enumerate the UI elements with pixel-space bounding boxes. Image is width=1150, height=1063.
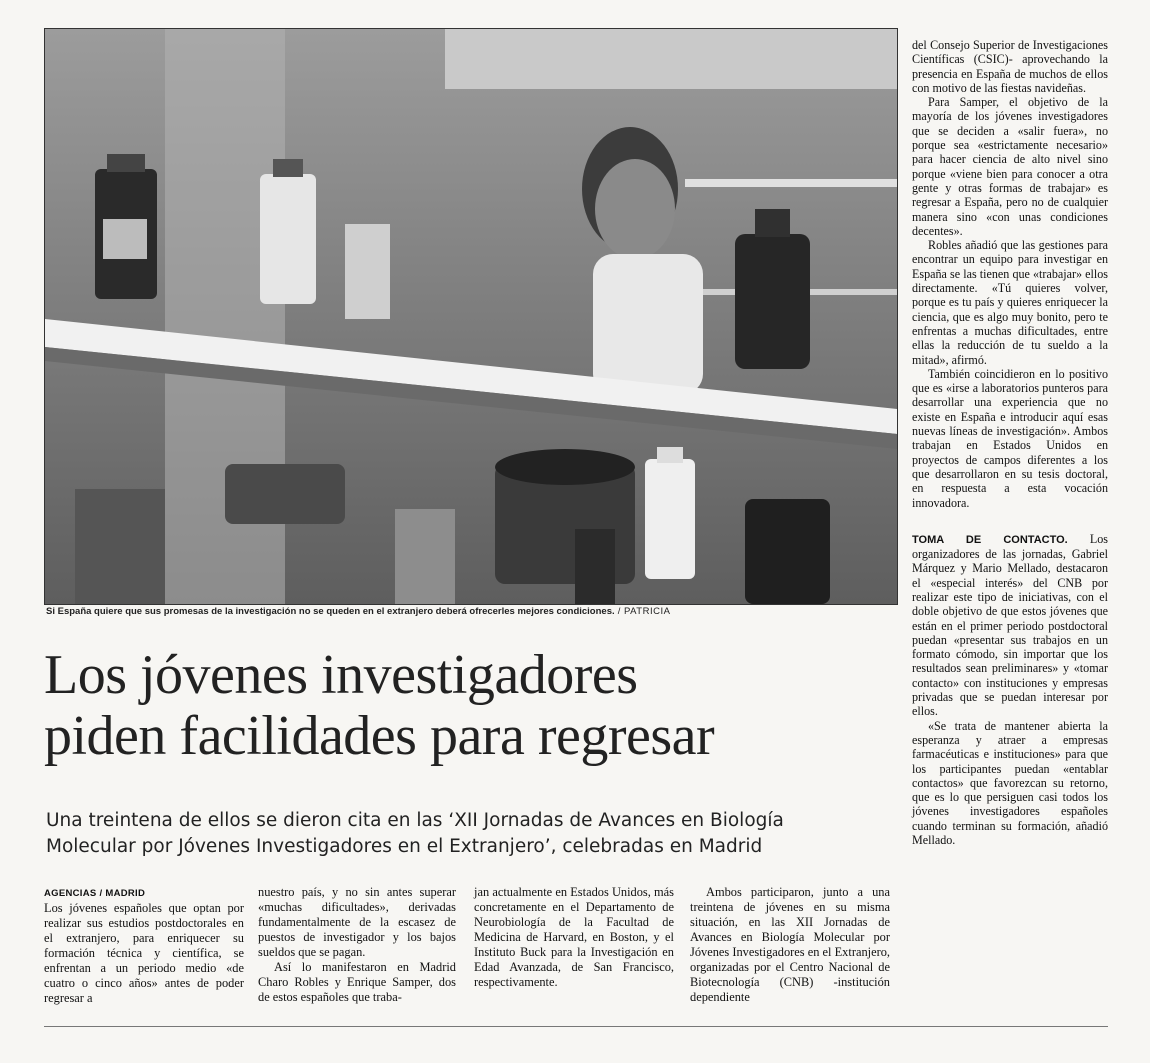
column-5-paragraph-6: «Se trata de mantener abierta la esperanza y atraer a empresas farmacéuticas e instituciones» para que los participantes puedan «entablar contactos» que favorezcan su retorno, que es lo que persiguen casi todos los jóvenes investigadores españoles cuando terminan su formación, añadió Mellado. xyxy=(912,718,1108,848)
article-column-2 xyxy=(258,885,456,1005)
column-5-paragraph-3: Robles añadió que las gestiones para encontrar un equipo para investigar en España se las tienen que «trabajar» ellos directamente. «Tú quieres volver, porque es tu país y quieres enriquecer la ciencia, que es algo muy bonito, pero te enfrentas a muchas dificultades, entre ellas la reducción de tu sueldo a la mitad», afirmó. xyxy=(912,238,1108,367)
headline-line-1: Los jóvenes investigadores xyxy=(44,644,638,706)
article-column-5 xyxy=(912,38,1108,847)
column-5-paragraph-1: del Consejo Superior de Investigaciones Científicas (CSIC)- aprovechando la presencia en España de muchos de ellos con motivo de las fiestas navideñas. xyxy=(912,38,1108,95)
column-5-section xyxy=(912,532,1108,719)
article-column-4 xyxy=(690,885,890,1005)
column-1-text: Los jóvenes españoles que optan por realizar sus estudios postdoctorales en el extranjero, para enriquecer su formación técnica y científica, se enfrentan a un periodo medio «de cuatro o cinco años» antes de poder regresar a xyxy=(44,901,244,1005)
column-5-paragraph-2: Para Samper, el objetivo de la mayoría de los jóvenes investigadores que se deciden a «salir fuera», no porque sea «estrictamente necesario» para hacer ciencia de alto nivel sino porque «viene bien para conocer a otra gente y otras formas de trabajar» es regresar a España, pero no de cualquier manera sino «con unas condiciones decentes». xyxy=(912,95,1108,238)
caption-text: Si España quiere que sus promesas de la investigación no se queden en el extranjero deberá ofrecerles mejores condiciones. xyxy=(46,606,615,617)
dateline: AGENCIAS / MADRID xyxy=(44,888,146,899)
headline xyxy=(44,645,904,767)
photo-credit: / PATRICIA xyxy=(614,606,671,617)
lab-photo-illustration xyxy=(45,29,897,604)
lab-photo xyxy=(44,28,898,605)
subheadline xyxy=(46,808,906,860)
article-column-3 xyxy=(474,885,674,990)
headline-line-2: piden facilidades para regresar xyxy=(44,705,715,767)
column-2-paragraph-1: nuestro país, y no sin antes superar «muchas dificultades», derivadas fundamentalmente de la escasez de puestos de investigador y los bajos sueldos que se pagan. xyxy=(258,885,456,959)
bottom-rule xyxy=(44,1026,1108,1027)
article-column-1 xyxy=(44,885,244,1006)
column-4-text: Ambos participaron, junto a una treintena de jóvenes en su misma situación, en las XII Jornadas de Avances en Biología Molecular por Jóvenes Investigadores en el Extranjero, organizadas por el Centro Nacional de Biotecnología (CNB) -institución dependiente xyxy=(690,885,890,1004)
column-2-paragraph-2: Así lo manifestaron en Madrid Charo Robles y Enrique Samper, dos de estos españoles que traba- xyxy=(258,960,456,1004)
photo-caption xyxy=(46,606,906,617)
subhead-line-1: Una treintena de ellos se dieron cita en las ‘XII Jornadas de Avances en Biología xyxy=(46,810,784,831)
subhead-line-2: Molecular por Jóvenes Investigadores en el Extranjero’, celebradas en Madrid xyxy=(46,836,763,857)
column-3-text: jan actualmente en Estados Unidos, más concretamente en el Departamento de Neurobiología de la Facultad de Medicina de Harvard, en Boston, y el Instituto Buck para la Investigación en Edad Avanzada, de San Francisco, respectivamente. xyxy=(474,885,674,989)
section-heading: TOMA DE CONTACTO. xyxy=(912,533,1068,546)
column-5-paragraph-5: Los organizadores de las jornadas, Gabriel Márquez y Mario Mellado, destacaron el «especial interés» del CNB por realizar este tipo de iniciativas, con el doble objetivo de que estos jóvenes que están en el primer periodo postdoctoral puedan «presentar sus trabajos en un formato cómodo, sin importar que los resultados sean preliminares» y «tomar contacto» con instituciones y empresas privadas que se puedan interesar por ellos. xyxy=(912,531,1108,719)
column-5-paragraph-4: También coincidieron en lo positivo que es «irse a laboratorios punteros para desarrollar una experiencia que no existe en España e introducir aquí esas nuevas líneas de investigación». Ambos trabajan en Estados Unidos en proyectos de campos diferentes a los que desarrollaron en su tesis doctoral, en respuesta a esta vocación innovadora. xyxy=(912,366,1108,510)
